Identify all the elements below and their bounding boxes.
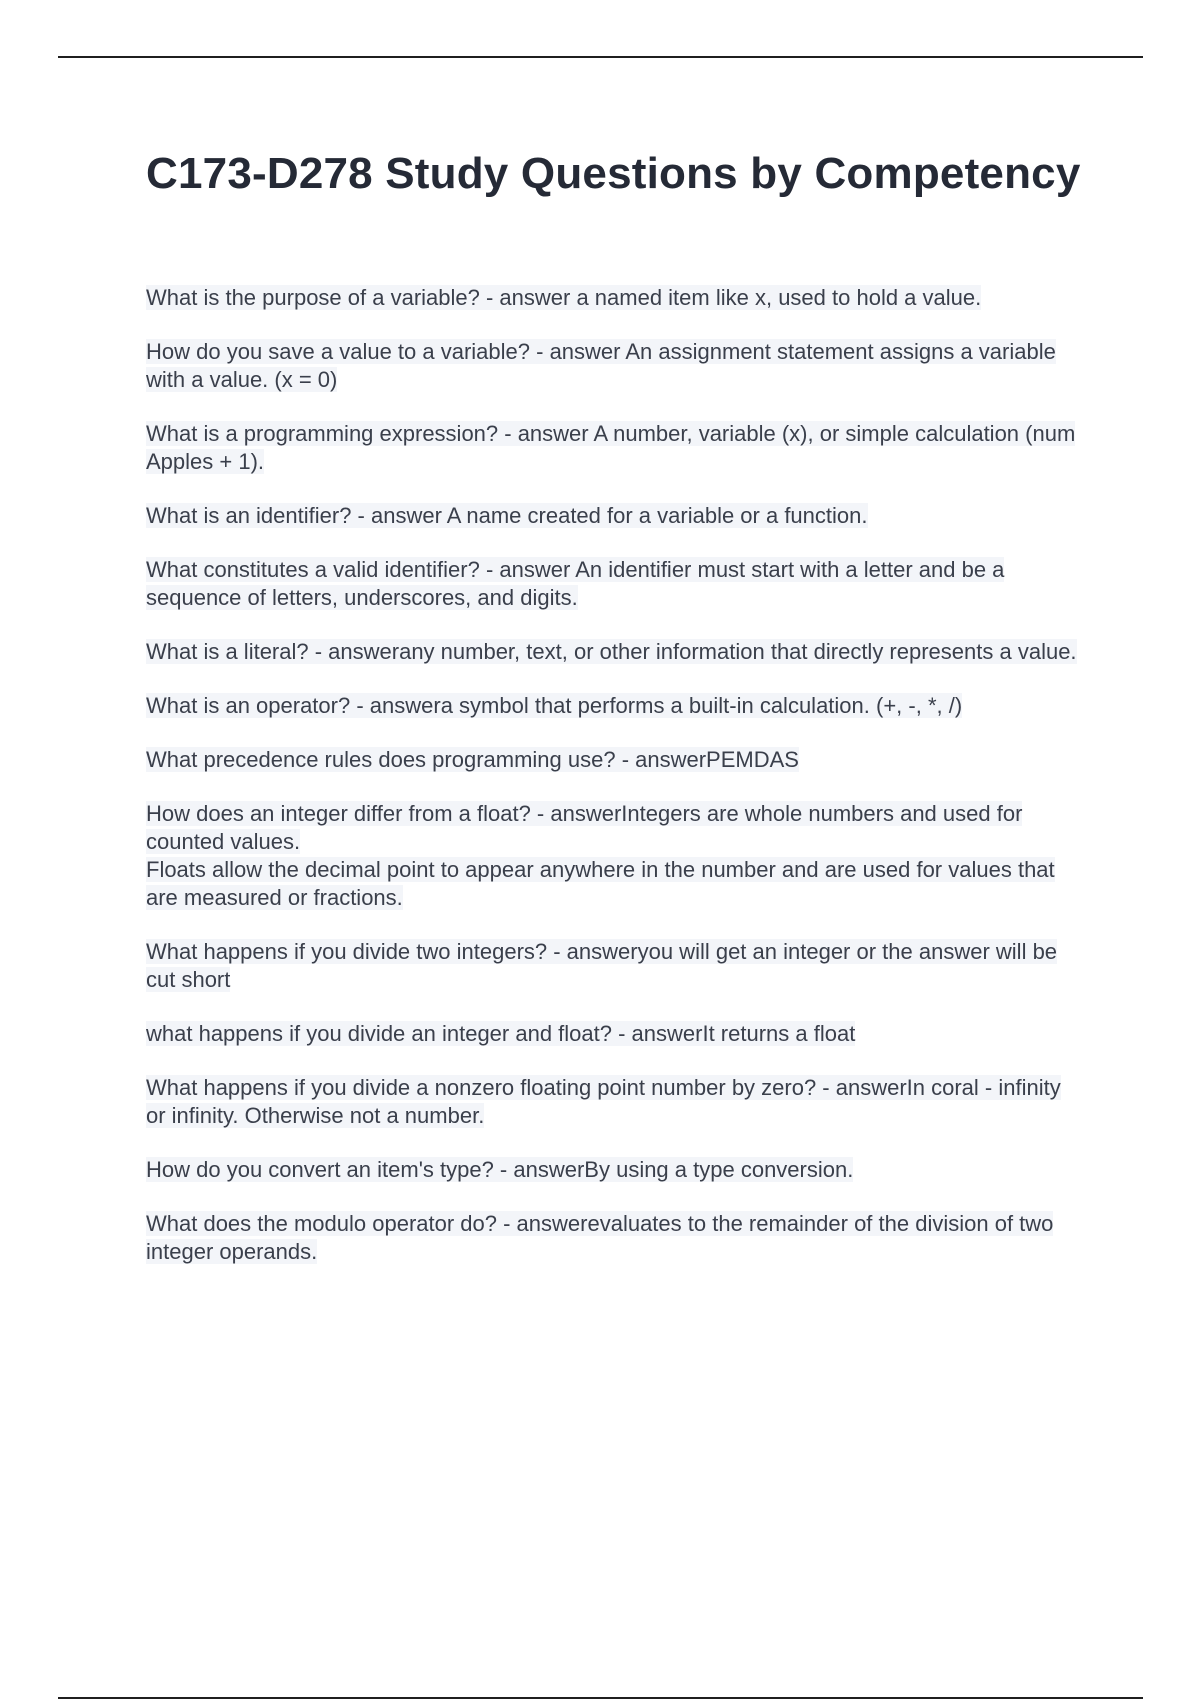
qa-item — [146, 692, 1086, 720]
qa-text: what happens if you divide an integer and float? - answerIt returns a float — [146, 1021, 856, 1046]
page-title: C173-D278 Study Questions by Competency — [146, 149, 1081, 198]
qa-item — [146, 284, 1086, 312]
qa-text: What precedence rules does programming use? - answerPEMDAS — [146, 747, 799, 772]
qa-text: What is an operator? - answera symbol that performs a built-in calculation. (+, -, *, /) — [146, 693, 963, 718]
bottom-rule — [58, 1697, 1143, 1699]
qa-item — [146, 556, 1086, 612]
qa-text: What happens if you divide two integers? - answeryou will get an integer or the answer will be cut short — [146, 939, 1058, 992]
top-rule — [58, 56, 1143, 58]
qa-text: What is a programming expression? - answer A number, variable (x), or simple calculation (num Apples + 1). — [146, 421, 1076, 474]
qa-item — [146, 638, 1086, 666]
qa-item — [146, 1020, 1086, 1048]
qa-text: What does the modulo operator do? - answerevaluates to the remainder of the division of two integer operands. — [146, 1211, 1054, 1264]
qa-item — [146, 338, 1086, 394]
qa-text: What constitutes a valid identifier? - answer An identifier must start with a letter and be a sequence of letters, underscores, and digits. — [146, 557, 1005, 610]
qa-item — [146, 1210, 1086, 1266]
document-body — [146, 145, 1086, 1292]
qa-text: What happens if you divide a nonzero floating point number by zero? - answerIn coral - infinity or infinity. Otherwise not a number. — [146, 1075, 1061, 1128]
qa-item — [146, 420, 1086, 476]
qa-item — [146, 1074, 1086, 1130]
qa-item — [146, 1156, 1086, 1184]
qa-text: How does an integer differ from a float? - answerIntegers are whole numbers and used for counted values. Floats allow the decimal point to appear anywhere in the number and are used for values that are measured or fractions. — [146, 801, 1055, 910]
qa-text: How do you convert an item's type? - answerBy using a type conversion. — [146, 1157, 854, 1182]
qa-text: What is the purpose of a variable? - answer a named item like x, used to hold a value. — [146, 285, 982, 310]
qa-text: What is a literal? - answerany number, text, or other information that directly represents a value. — [146, 639, 1077, 664]
qa-item — [146, 502, 1086, 530]
qa-text: How do you save a value to a variable? - answer An assignment statement assigns a variable with a value. (x = 0) — [146, 339, 1056, 392]
qa-item — [146, 746, 1086, 774]
qa-item — [146, 938, 1086, 994]
qa-item — [146, 800, 1086, 912]
qa-text: What is an identifier? - answer A name created for a variable or a function. — [146, 503, 868, 528]
qa-list — [146, 284, 1086, 1266]
